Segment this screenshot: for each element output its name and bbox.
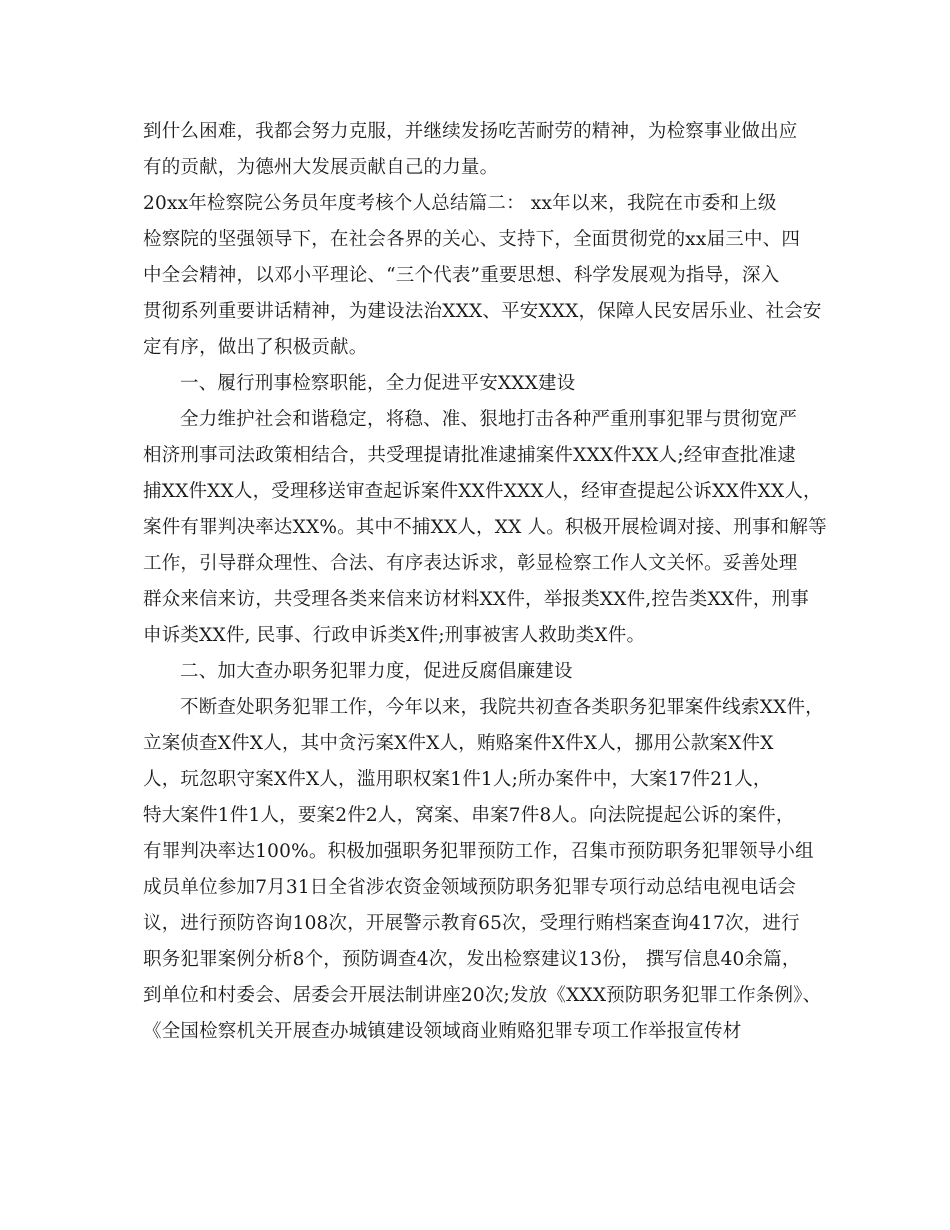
text-line: 申诉类XX件, 民事、行政申诉类X件;刑事被害人救助类X件。 — [143, 625, 646, 646]
text-line: 中全会精神，以邓小平理论、“三个代表”重要思想、科学发展观为指导，深入 — [143, 265, 780, 286]
text-line: 检察院的坚强领导下，在社会各界的关心、支持下，全面贯彻党的xx届三中、四 — [143, 229, 801, 250]
text-line: 人，玩忽职守案X件X人，滥用职权案1件1人;所办案件中，大案17件21人， — [143, 769, 772, 790]
text-line: 案件有罪判决率达XX%。其中不捕XX人，XX 人。积极开展检调对接、刑事和解等 — [143, 517, 827, 538]
paragraph-first-line: 全力维护社会和谐稳定，将稳、准、狠地打击各种严重刑事犯罪与贯彻宽严 — [180, 409, 798, 430]
text-line: 群众来信来访，共受理各类来信来访材料XX件，举报类XX件,控告类XX件，刑事 — [143, 589, 810, 610]
text-line: 议，进行预防咨询108次，开展警示教育65次，受理行贿档案查询417次，进行 — [143, 913, 800, 934]
text-line: 捕XX件XX人，受理移送审查起诉案件XX件XXX人，经审查提起公诉XX件XX人， — [143, 481, 822, 502]
text-line: 立案侦查X件X人，其中贪污案X件X人，贿赂案件X件X人，挪用公款案X件X — [143, 733, 774, 754]
text-line: 有罪判决率达100%。积极加强职务犯罪预防工作，召集市预防职务犯罪领导小组 — [143, 841, 814, 862]
section-heading: 二、加大查办职务犯罪力度，促进反腐倡廉建设 — [180, 661, 573, 682]
text-line: 贯彻系列重要讲话精神，为建设法治XXX、平安XXX，保障人民安居乐业、社会安 — [143, 301, 822, 322]
section-heading: 一、履行刑事检察职能，全力促进平安XXX建设 — [180, 373, 576, 394]
text-line: 相济刑事司法政策相结合，共受理提请批准逮捕案件XXX件XX人;经审查批准逮 — [143, 445, 796, 466]
text-line: 职务犯罪案例分析8个，预防调查4次，发出检察建议13份， 撰写信息40余篇， — [143, 949, 801, 970]
text-line: 特大案件1件1人，要案2件2人，窝案、串案7件8人。向法院提起公诉的案件， — [143, 805, 795, 826]
text-line: 到什么困难，我都会努力克服，并继续发扬吃苦耐劳的精神，为检察事业做出应 — [143, 121, 798, 142]
text-line: 工作，引导群众理性、合法、有序表达诉求，彰显检察工作人文关怀。妥善处理 — [143, 553, 798, 574]
text-line: 有的贡献，为德州大发展贡献自己的力量。 — [143, 157, 499, 178]
text-line: 到单位和村委会、居委会开展法制讲座20次;发放《XXX预防职务犯罪工作条例》、 — [143, 985, 822, 1006]
text-line: 定有序，做出了积极贡献。 — [143, 337, 368, 358]
text-line: 20xx年检察院公务员年度考核个人总结篇二： xx年以来，我院在市委和上级 — [143, 193, 777, 214]
text-line: 成员单位参加7月31日全省涉农资金领域预防职务犯罪专项行动总结电视电话会 — [143, 877, 797, 898]
text-line: 《全国检察机关开展查办城镇建设领域商业贿赂犯罪专项工作举报宣传材 — [143, 1021, 742, 1042]
paragraph-first-line: 不断查处职务犯罪工作，今年以来，我院共初查各类职务犯罪案件线索XX件， — [180, 697, 824, 718]
